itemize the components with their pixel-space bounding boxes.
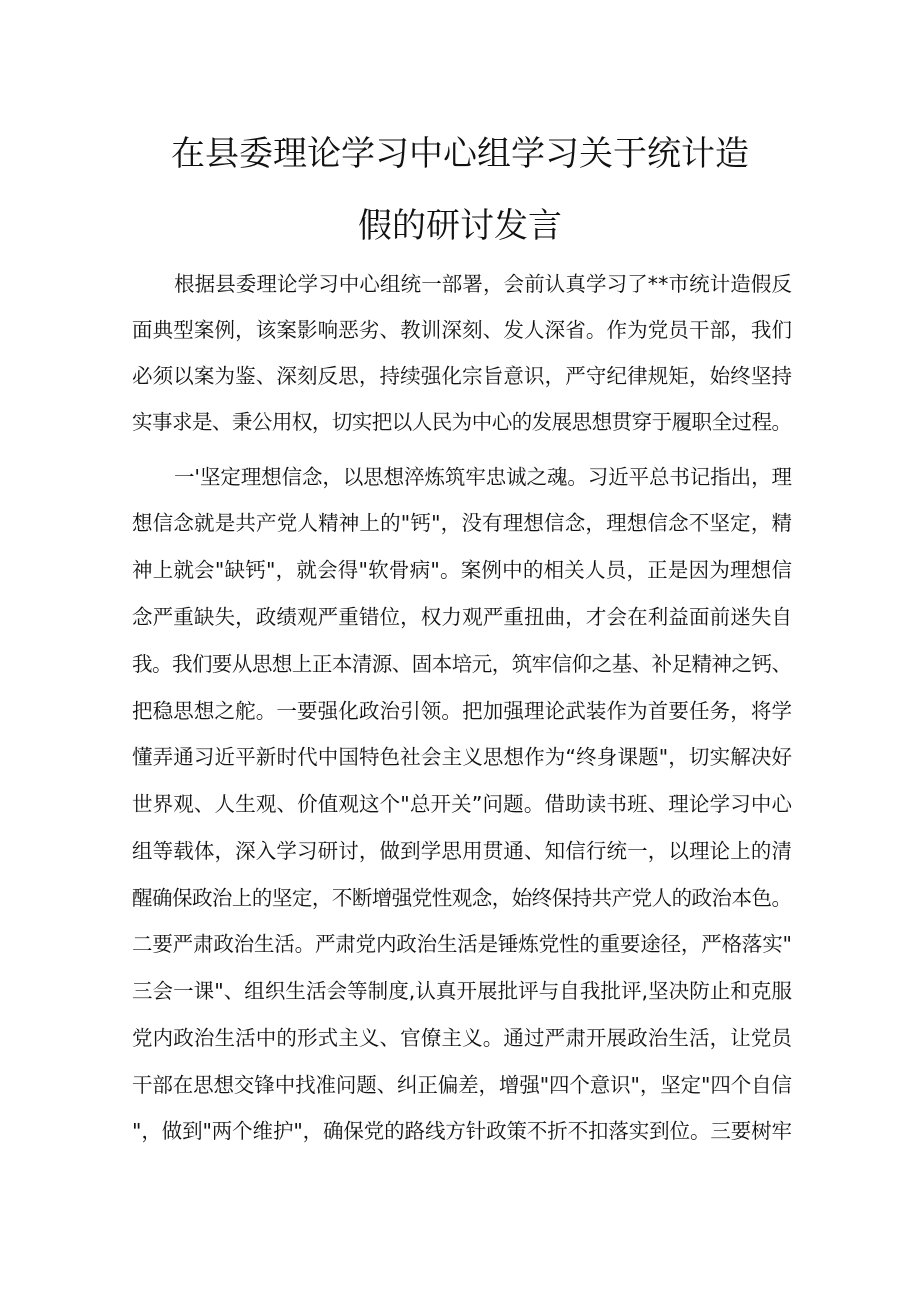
body-line: 一'坚定理想信念，以思想淬炼筑牢忠诚之魂。习近平总书记指出，理 bbox=[174, 465, 792, 489]
body-line: 醒确保政治上的坚定，不断增强党性观念，始终保持共产党人的政治本色。 bbox=[132, 886, 792, 910]
body-line: 党内政治生活中的形式主义、官僚主义。通过严肃开展政治生活，让党员 bbox=[132, 1026, 793, 1050]
body-line: 面典型案例，该案影响恶劣、教训深刻、发人深省。作为党员干部，我们 bbox=[132, 318, 793, 342]
body-line: 我。我们要从思想上正本清源、固本培元，筑牢信仰之基、补足精神之钙、 bbox=[132, 652, 792, 676]
body-line: 三会一课"、组织生活会等制度,认真开展批评与自我批评,坚决防止和克服 bbox=[132, 979, 793, 1003]
body-line: 根据县委理论学习中心组统一部署，会前认真学习了**市统计造假反 bbox=[174, 272, 793, 296]
document-title-line-1: 在县委理论学习中心组学习关于统计造 bbox=[171, 134, 749, 174]
document-title-line-2: 假的研讨发言 bbox=[358, 206, 562, 246]
body-line: 懂弄通习近平新时代中国特色社会主义思想作为“终身课题"，切实解决好 bbox=[132, 745, 793, 769]
body-line: 必须以案为鉴、深刻反思，持续强化宗旨意识，严守纪律规矩，始终坚持 bbox=[132, 364, 793, 388]
body-line: "，做到"两个维护"，确保党的路线方针政策不折不扣落实到位。三要树牢 bbox=[132, 1119, 792, 1143]
body-line: 世界观、人生观、价值观这个"总开关”问题。借助读书班、理论学习中心 bbox=[132, 792, 793, 816]
body-line: 神上就会"缺钙"，就会得"软骨病"。案例中的相关人员，正是因为理想信 bbox=[132, 558, 793, 582]
body-line: 想信念就是共产党人精神上的"钙"，没有理想信念，理想信念不坚定，精 bbox=[132, 511, 793, 535]
body-line: 组等载体，深入学习研讨，做到学思用贯通、知信行统一，以理论上的清 bbox=[132, 839, 793, 863]
body-line: 干部在思想交锋中找准问题、纠正偏差，增强"四个意识"，坚定"四个自信 bbox=[132, 1073, 792, 1097]
body-line: 二要严肃政治生活。严肃党内政治生活是锤炼党性的重要途径，严格落实" bbox=[132, 932, 792, 956]
body-line: 念严重缺失，政绩观严重错位，权力观严重扭曲，才会在利益面前迷失自 bbox=[132, 605, 793, 629]
body-line: 实事求是、秉公用权，切实把以人民为中心的发展思想贯穿于履职全过程。 bbox=[132, 410, 792, 434]
body-line: 把稳思想之舵。一要强化政治引领。把加强理论武装作为首要任务，将学 bbox=[132, 699, 793, 723]
